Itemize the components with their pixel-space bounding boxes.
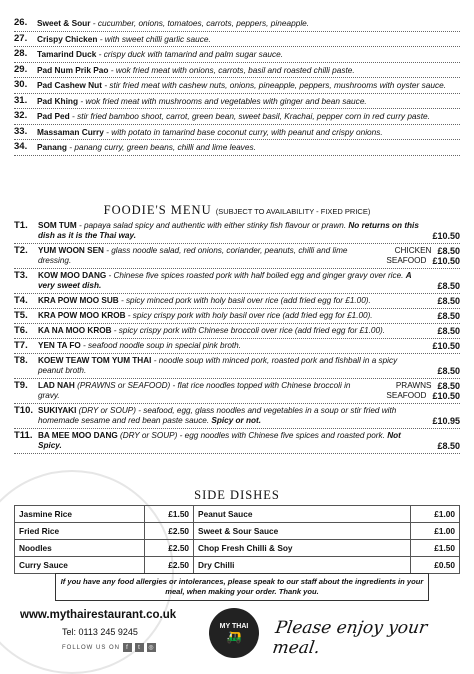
side-dish-price: £1.00 [411, 523, 460, 540]
foodie-item-name: YUM WOON SEN [38, 246, 104, 255]
side-dish-price: £2.50 [145, 557, 194, 574]
item-body [37, 34, 460, 45]
foodie-item-name: YEN TA FO [38, 341, 81, 350]
side-dish-row [15, 506, 460, 523]
foodie-item-variants [365, 381, 460, 401]
tagline: Please enjoy your meal. [271, 618, 429, 658]
allergy-notice: If you have any food allergies or intolerances, please speak to our staff about the ingredients in your meal, when making your order. Thank you. [55, 573, 429, 601]
item-number: 28. [14, 48, 28, 59]
variant-row [365, 381, 460, 391]
side-dish-name: Chop Fresh Chilli & Soy [194, 540, 411, 557]
menu-item [14, 94, 460, 110]
variant-label: CHICKEN [394, 246, 432, 255]
foodie-item-number: T2. [14, 245, 28, 256]
variant-price: £8.50 [437, 246, 460, 256]
foodie-item-description: - spicy minced pork with holy basil over rice (add fried egg for £1.00). [118, 296, 371, 305]
side-dish-name: Noodles [15, 540, 145, 557]
menu-item [14, 140, 460, 156]
item-body [37, 65, 460, 76]
foodie-item-number: T1. [14, 220, 28, 231]
menu-item [14, 32, 460, 48]
item-number: 31. [14, 94, 28, 106]
foodie-item-name: KRA POW MOO SUB [38, 296, 119, 305]
foodie-menu-heading [0, 203, 474, 218]
item-description: - wok fried meat with onions, carrots, basil and roasted chilli paste. [108, 64, 355, 75]
foodie-item-body [38, 246, 365, 266]
menu-item [14, 78, 460, 94]
foodie-item-body [38, 271, 424, 291]
side-dish-name: Curry Sauce [15, 557, 145, 574]
follow-us [62, 643, 156, 652]
foodie-item-name: KRA POW MOO KROB [38, 311, 126, 320]
item-description: - cucumber, onions, tomatoes, carrots, peppers, pineapple. [90, 18, 310, 28]
menu-item [14, 109, 460, 125]
foodie-item-body [38, 296, 424, 306]
item-name: Tamarind Duck [37, 49, 97, 59]
foodie-item-name: KA NA MOO KROB [38, 326, 112, 335]
foodie-menu-title: FOODIE'S MENU [103, 203, 212, 217]
instagram-icon[interactable]: ◎ [148, 645, 155, 651]
variant-label: SEAFOOD [386, 391, 427, 400]
foodie-item-description: (PRAWNS or SEAFOOD) - flat rice noodles topped with Chinese broccoli in gravy. [38, 381, 351, 400]
foodie-item [14, 244, 460, 269]
foodie-item [14, 269, 460, 294]
item-description: - stir fried meat with cashew nuts, onions, pineapple, peppers, mushrooms with oyster sauce. [102, 80, 447, 90]
variant-price: £10.50 [432, 256, 460, 266]
item-description: - crispy duck with tamarind and palm sugar sauce. [96, 49, 284, 59]
side-dish-name: Dry Chilli [194, 557, 411, 574]
side-dish-name: Fried Rice [15, 523, 145, 540]
foodie-item-number: T3. [14, 270, 28, 281]
foodie-item [14, 429, 460, 454]
variant-label: PRAWNS [395, 381, 432, 390]
foodie-item-price: £8.50 [437, 326, 460, 336]
side-dish-name: Jasmine Rice [15, 506, 145, 523]
menu-item [14, 16, 460, 32]
variant-row [365, 256, 460, 266]
foodie-item-note: No returns on this dish as it is the Thai way. [38, 221, 419, 240]
foodie-item-price: £8.50 [437, 366, 460, 376]
item-body [37, 111, 460, 122]
item-body [37, 18, 460, 29]
side-dishes-title: SIDE DISHES [194, 488, 280, 502]
side-dishes-table [14, 505, 460, 574]
foodie-item-price: £8.50 [437, 441, 460, 451]
item-body [37, 142, 460, 153]
foodie-item-description: (DRY or SOUP) - seafood, egg, glass noodles and vegetables in a soup or stir fried with homemade sesame and red bean paste sauce. [38, 406, 397, 425]
website-link[interactable]: www.mythairestaurant.co.uk [20, 609, 177, 621]
facebook-icon[interactable]: f [123, 643, 132, 652]
side-dish-price: £1.50 [145, 506, 194, 523]
menu-item [14, 63, 460, 79]
restaurant-logo [209, 608, 259, 658]
foodie-item-description: - seafood noodle soup in special pink broth. [80, 341, 241, 350]
side-dish-price: £2.50 [145, 523, 194, 540]
item-description: - wok fried meat with mushrooms and vegetables with ginger and bean sauce. [78, 95, 367, 106]
side-dish-price: £1.50 [411, 540, 460, 557]
side-dish-price: £0.50 [411, 557, 460, 574]
foodie-item-variants [365, 246, 460, 266]
foodie-item-number: T7. [14, 340, 28, 351]
item-number: 27. [14, 32, 28, 44]
foodie-menu-list [14, 219, 460, 454]
foodie-item-body [38, 406, 424, 426]
item-number: 30. [14, 79, 28, 90]
foodie-item [14, 379, 460, 404]
foodie-item-description: - glass noodle salad, red onions, coriander, peanuts, chilli and lime dressing. [38, 246, 348, 265]
variant-price: £8.50 [437, 381, 460, 391]
foodie-item [14, 294, 460, 309]
foodie-item [14, 354, 460, 379]
menu-item [14, 47, 460, 63]
item-description: - stir fried bamboo shoot, carrot, green bean, sweet basil, Krachai, pepper corn in red curry paste. [69, 111, 430, 121]
variant-price: £10.50 [432, 391, 460, 401]
foodie-item-name: SUKIYAKI [38, 406, 77, 415]
follow-label: FOLLOW US ON [62, 644, 121, 651]
item-name: Massaman Curry [37, 126, 104, 137]
foodie-item-note: Spicy or not. [211, 416, 262, 425]
foodie-item [14, 324, 460, 339]
foodie-item-number: T8. [14, 355, 28, 366]
foodie-item [14, 309, 460, 324]
foodie-item-body [38, 381, 365, 401]
foodie-item-name: KOW MOO DANG [38, 271, 107, 280]
item-body [37, 96, 460, 107]
item-name: Crispy Chicken [37, 33, 98, 44]
variant-row [365, 246, 460, 256]
item-description: - with potato in tamarind base coconut curry, with peanut and crispy onions. [103, 126, 383, 137]
foodie-item-description: - noodle soup with minced pork, roasted pork and fishball in a spicy peanut broth. [38, 356, 398, 375]
item-number: 33. [14, 125, 28, 137]
side-dish-row [15, 540, 460, 557]
foodie-item-name: KOEW TEAW TOM YUM THAI [38, 356, 152, 365]
foodie-item-name: LAD NAH [38, 381, 75, 390]
foodie-item-price: £8.50 [437, 281, 460, 291]
foodie-menu-subtitle: (SUBJECT TO AVAILABILITY - FIXED PRICE) [215, 207, 371, 216]
item-name: Sweet & Sour [37, 18, 91, 28]
foodie-item-body [38, 356, 424, 376]
foodie-item-name: SOM TUM [38, 221, 77, 230]
foodie-item-note: A very sweet dish. [38, 271, 412, 290]
foodie-item-body [38, 431, 424, 451]
foodie-item [14, 219, 460, 244]
item-name: Panang [37, 142, 67, 152]
side-dish-price: £1.00 [411, 506, 460, 523]
item-body [37, 127, 460, 138]
logo-text: MY THAI [219, 622, 249, 630]
foodie-item-number: T10. [14, 405, 34, 416]
item-description: - with sweet chilli garlic sauce. [97, 33, 211, 44]
item-name: Pad Ped [37, 111, 70, 121]
foodie-item-price: £10.50 [432, 231, 460, 241]
variant-label: SEAFOOD [386, 256, 427, 265]
twitter-icon[interactable]: t [135, 643, 144, 652]
foodie-item-price: £8.50 [437, 311, 460, 321]
foodie-item [14, 404, 460, 429]
foodie-item-body [38, 341, 424, 351]
numbered-menu-list [14, 16, 460, 156]
foodie-item-description: - Chinese five spices roasted pork with half boiled egg and ginger gravy over rice. [106, 271, 404, 280]
foodie-item-number: T11. [14, 430, 33, 441]
menu-item [14, 125, 460, 141]
foodie-item-number: T9. [14, 380, 28, 391]
side-dish-name: Sweet & Sour Sauce [194, 523, 411, 540]
foodie-item-description: - spicy crispy pork with Chinese broccoli over rice (add fried egg for £1.00). [111, 326, 386, 335]
foodie-item-description: (DRY or SOUP) - egg noodles with Chinese five spices and roasted pork. [117, 431, 385, 440]
foodie-item-body [38, 221, 424, 241]
item-body [37, 80, 460, 91]
side-dish-row [15, 557, 460, 574]
foodie-item-number: T4. [14, 295, 28, 306]
foodie-item-note: Not Spicy. [38, 431, 401, 450]
foodie-item-description: - spicy crispy pork with holy basil over rice (add fried egg for £1.00). [125, 311, 373, 320]
item-number: 32. [14, 110, 28, 121]
item-name: Pad Num Prik Pao [37, 64, 109, 75]
item-name: Pad Khing [37, 95, 79, 106]
side-dish-name: Peanut Sauce [194, 506, 411, 523]
foodie-item-price: £10.50 [432, 341, 460, 351]
item-body [37, 49, 460, 60]
foodie-item-price: £10.95 [432, 416, 460, 426]
foodie-item-price: £8.50 [437, 296, 460, 306]
item-number: 29. [14, 63, 28, 75]
foodie-item [14, 339, 460, 354]
foodie-item-name: BA MEE MOO DANG [38, 431, 118, 440]
item-number: 34. [14, 141, 28, 152]
variant-row [365, 391, 460, 401]
item-description: - panang curry, green beans, chilli and lime leaves. [66, 142, 256, 152]
foodie-item-description: - papaya salad spicy and authentic with either stinky fish flavour or prawn. [76, 221, 347, 230]
telephone: Tel: 0113 245 9245 [62, 627, 138, 637]
tuk-tuk-icon: 🛺 [226, 629, 242, 644]
item-number: 26. [14, 17, 28, 28]
foodie-item-number: T5. [14, 310, 28, 321]
foodie-item-number: T6. [14, 325, 28, 336]
foodie-item-body [38, 311, 424, 321]
foodie-item-body [38, 326, 424, 336]
side-dish-row [15, 523, 460, 540]
item-name: Pad Cashew Nut [37, 80, 103, 90]
side-dish-price: £2.50 [145, 540, 194, 557]
